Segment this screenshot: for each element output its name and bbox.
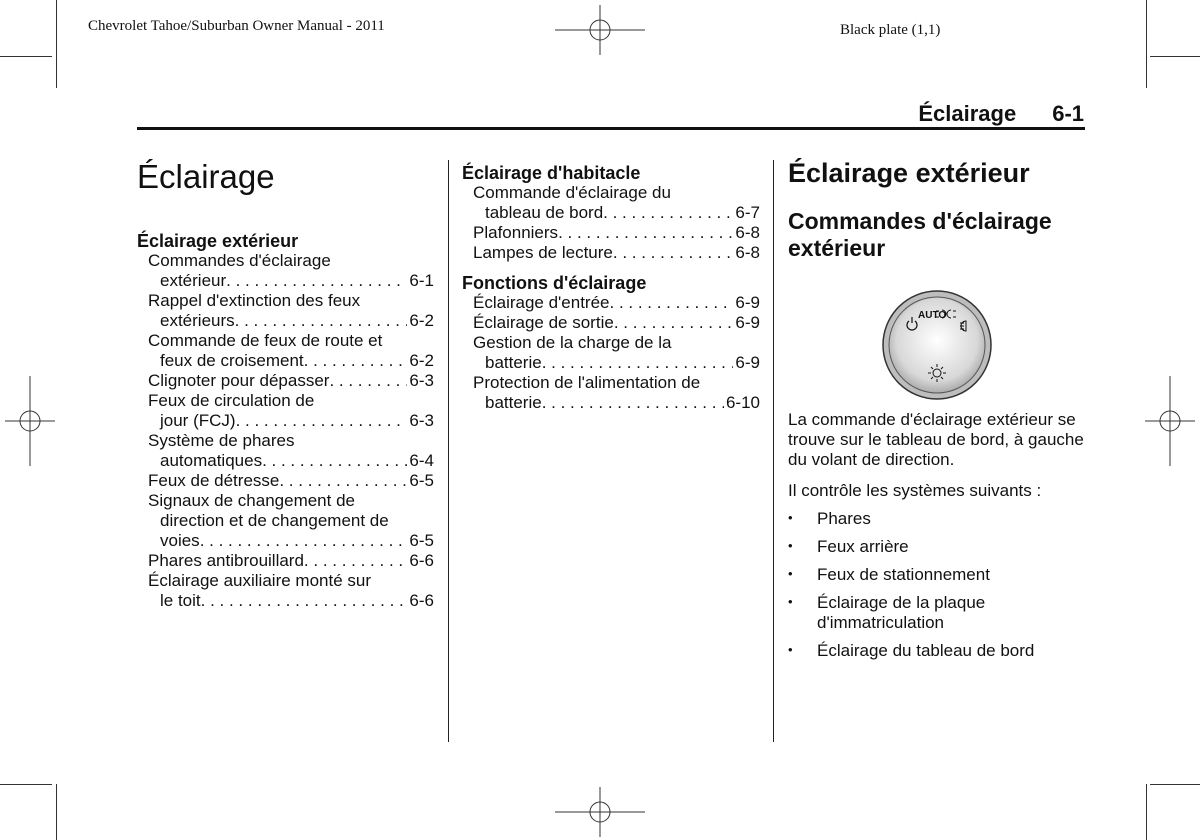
toc-column-2 [462, 163, 760, 413]
toc-entry-text: tableau de bord [485, 203, 604, 222]
paragraph: Il contrôle les systèmes suivants : [788, 481, 1042, 500]
toc-leader-dots [200, 531, 408, 551]
bullet-item: • Éclairage du tableau de bord [788, 641, 1088, 661]
toc-leader-dots [542, 353, 734, 373]
bullet-item: • Feux arrière [788, 537, 1088, 557]
toc-entry-text: jour (FCJ) [160, 411, 236, 430]
toc-entry-text: Feux de circulation de [148, 391, 315, 410]
print-header-left: Chevrolet Tahoe/Suburban Owner Manual - 2011 [88, 18, 385, 34]
toc-entry-text: feux de croisement [160, 351, 304, 370]
paragraph: La commande d'éclairage extérieur se trouve sur le tableau de bord, à gauche du volant de direction. [788, 410, 1084, 469]
bullet-item: • Phares [788, 509, 1088, 529]
bullet-list [788, 509, 1088, 661]
toc-leader-dots [226, 271, 407, 291]
auto-label: AUTO [918, 310, 947, 321]
toc-page-number: 6-1 [409, 271, 434, 290]
toc-entry-text: automatiques [160, 451, 263, 470]
toc-leader-dots [614, 313, 734, 333]
header-rule [137, 127, 1085, 130]
toc-entry[interactable] [462, 333, 760, 373]
toc-page-number: 6-10 [725, 393, 760, 412]
bullet-item: • Feux de stationnement [788, 565, 1088, 585]
toc-leader-dots [201, 591, 408, 611]
toc-entry[interactable] [462, 313, 760, 333]
toc-entry[interactable] [137, 371, 434, 391]
toc-section-heading: Fonctions d'éclairage [462, 273, 647, 293]
toc-page-number: 6-3 [409, 411, 434, 430]
toc-entry-text: batterie [485, 353, 542, 372]
toc-leader-dots [304, 351, 408, 371]
toc-entry[interactable] [462, 243, 760, 263]
toc-leader-dots [610, 293, 734, 313]
toc-entry-list [462, 183, 760, 263]
toc-leader-dots [603, 203, 733, 223]
toc-entry-text: Éclairage de sortie [473, 313, 614, 332]
headlamp-switch-illustration [880, 290, 994, 400]
toc-page-number: 6-5 [409, 531, 434, 550]
toc-entry-text: Éclairage auxiliaire monté sur [148, 571, 371, 590]
running-head-title: Éclairage [918, 101, 1017, 126]
toc-entry-text: extérieur [160, 271, 227, 290]
toc-entry[interactable] [137, 331, 434, 371]
toc-section-heading: Éclairage d'habitacle [462, 163, 641, 183]
toc-entry[interactable] [137, 251, 434, 291]
toc-entry[interactable] [137, 491, 434, 551]
page-number: 6-1 [1052, 101, 1084, 126]
toc-entry[interactable] [462, 373, 760, 413]
toc-entry-text: Phares antibrouillard [148, 551, 304, 570]
toc-page-number: 6-4 [409, 451, 434, 470]
toc-entry[interactable] [462, 183, 760, 223]
column-divider [448, 160, 449, 742]
toc-entry-text: Commandes d'éclairage [148, 251, 331, 270]
toc-page-number: 6-2 [409, 351, 434, 370]
toc-entry-text: Clignoter pour dépasser [148, 371, 330, 390]
chapter-title: Éclairage [137, 158, 275, 195]
toc-entry-text: Éclairage d'entrée [473, 293, 610, 312]
toc-entry-list [137, 251, 434, 611]
toc-leader-dots [236, 411, 408, 431]
toc-page-number: 6-3 [409, 371, 434, 390]
toc-page-number: 6-8 [735, 243, 760, 262]
toc-page-number: 6-9 [735, 353, 760, 372]
bullet-item: • Éclairage de la plaque d'immatriculation [788, 593, 1017, 633]
toc-entry-text: Protection de l'alimentation de [473, 373, 701, 392]
toc-page-number: 6-6 [409, 551, 434, 570]
toc-entry-text: Gestion de la charge de la [473, 333, 672, 352]
toc-entry-text: Signaux de changement de [148, 491, 355, 510]
toc-entry-text: extérieurs [160, 311, 235, 330]
section-title: Éclairage extérieur [788, 158, 1030, 188]
toc-entry-text: Feux de détresse [148, 471, 280, 490]
toc-page-number: 6-2 [409, 311, 434, 330]
toc-entry-text: Plafonniers [473, 223, 559, 242]
toc-entry-text: direction et de changement de [160, 511, 389, 530]
toc-page-number: 6-6 [409, 591, 434, 610]
column-divider [773, 160, 774, 742]
toc-leader-dots [329, 371, 407, 391]
subsection-title: Commandes d'éclairage extérieur [788, 208, 1052, 261]
toc-entry[interactable] [137, 431, 434, 471]
toc-page-number: 6-9 [735, 313, 760, 332]
toc-entry[interactable] [137, 571, 434, 611]
toc-entry[interactable] [462, 293, 760, 313]
toc-entry[interactable] [137, 471, 434, 491]
toc-leader-dots [262, 451, 407, 471]
toc-leader-dots [235, 311, 408, 331]
toc-page-number: 6-9 [735, 293, 760, 312]
toc-leader-dots [613, 243, 734, 263]
toc-page-number: 6-5 [409, 471, 434, 490]
print-header-right: Black plate (1,1) [840, 22, 941, 38]
toc-leader-dots [558, 223, 733, 243]
toc-entry-text: batterie [485, 393, 542, 412]
toc-entry[interactable] [137, 551, 434, 571]
toc-entry-text: Rappel d'extinction des feux [148, 291, 361, 310]
toc-entry-text: Lampes de lecture [473, 243, 613, 262]
toc-entry-text: Système de phares [148, 431, 295, 450]
toc-entry[interactable] [137, 391, 434, 431]
toc-entry-list [462, 293, 760, 413]
toc-column-1 [137, 231, 434, 611]
toc-entry-text: le toit [160, 591, 201, 610]
toc-leader-dots [542, 393, 724, 413]
toc-entry[interactable] [137, 291, 434, 331]
running-head [918, 101, 1084, 127]
toc-section-heading: Éclairage extérieur [137, 231, 299, 251]
toc-entry-text: Commande de feux de route et [148, 331, 383, 350]
toc-entry-text: Commande d'éclairage du [473, 183, 671, 202]
toc-leader-dots [304, 551, 408, 571]
toc-page-number: 6-7 [735, 203, 760, 222]
toc-entry-text: voies [160, 531, 200, 550]
toc-entry[interactable] [462, 223, 760, 243]
toc-page-number: 6-8 [735, 223, 760, 242]
toc-leader-dots [279, 471, 407, 491]
